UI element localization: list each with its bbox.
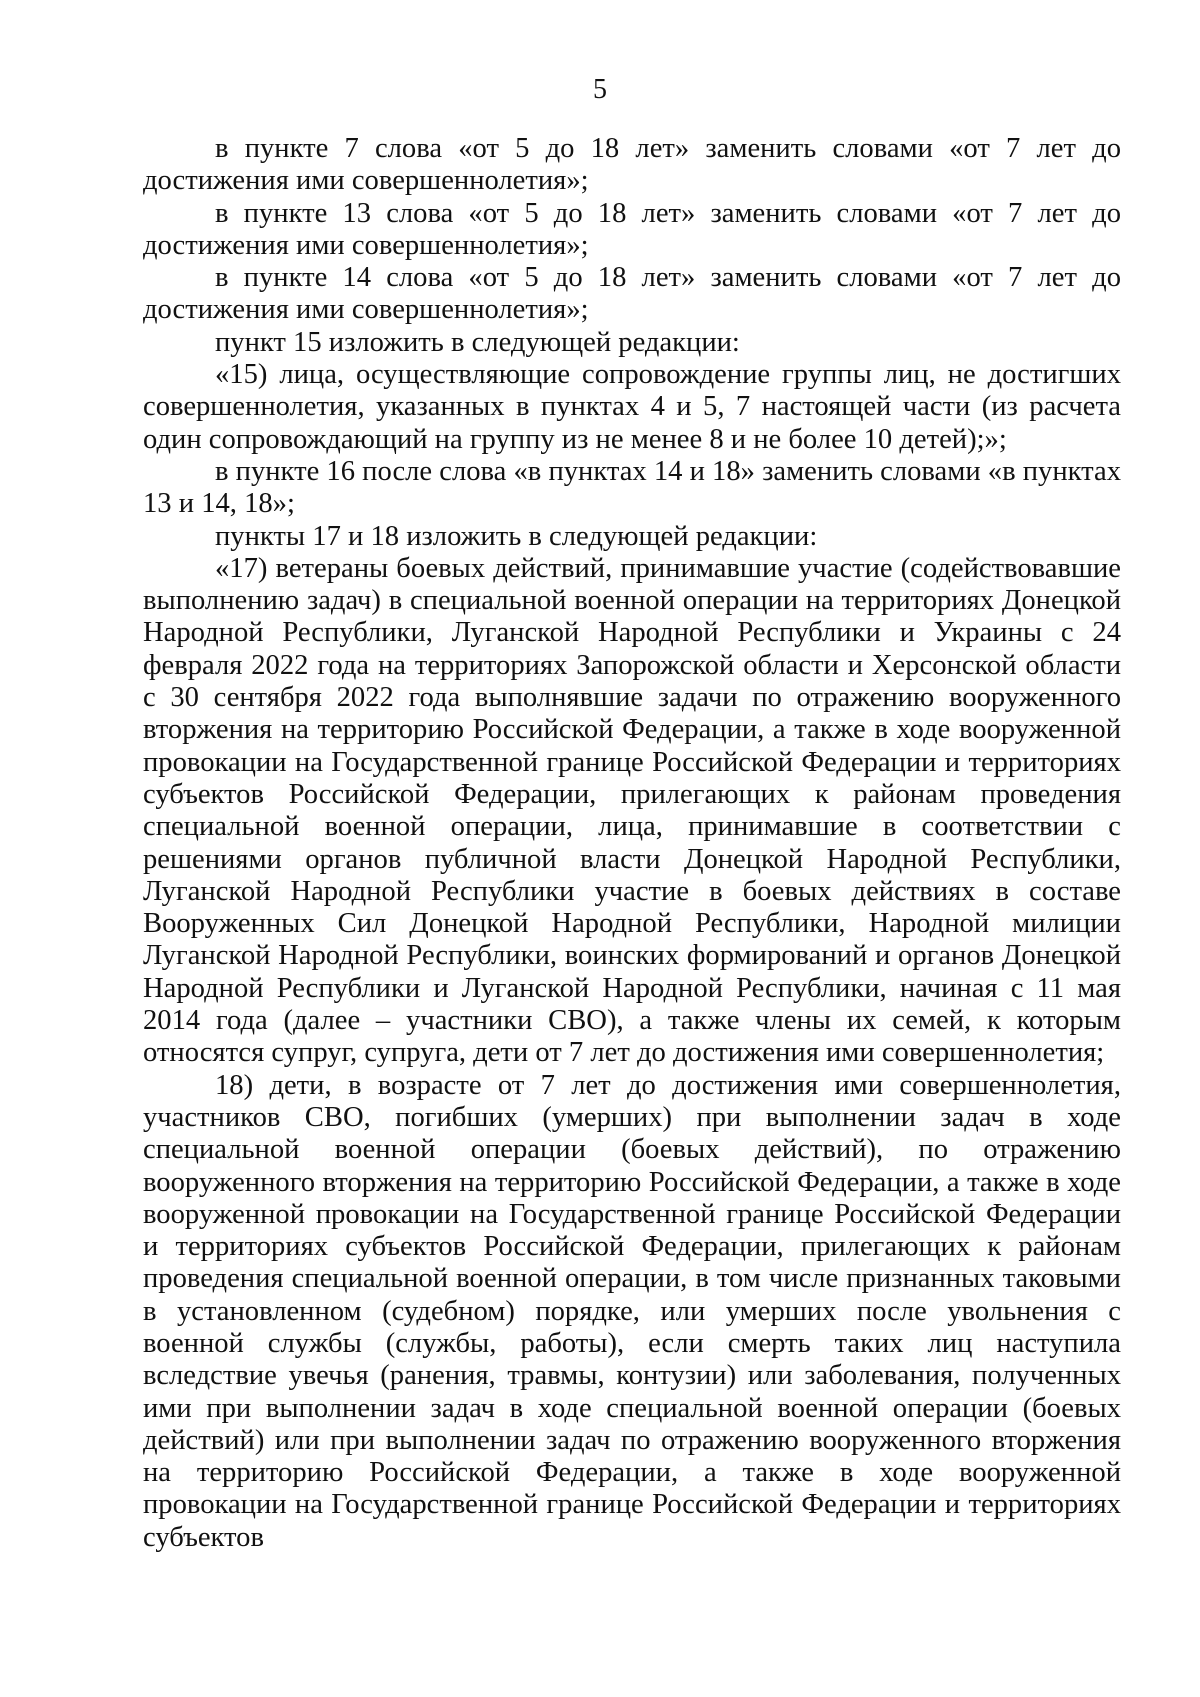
page-number: 5: [593, 74, 607, 105]
paragraph-item-16-change: в пункте 16 после слова «в пунктах 14 и 18» заменить словами «в пунктах 13 и 14, 18»;: [143, 455, 1121, 520]
paragraph-item-15-intro: пункт 15 изложить в следующей редакции:: [215, 326, 740, 358]
paragraph-item-14-age: в пункте 14 слова «от 5 до 18 лет» заменить словами «от 7 лет до достижения ими совершеннолетия»;: [143, 262, 1121, 326]
paragraph-item-13-age: в пункте 13 слова «от 5 до 18 лет» заменить словами «от 7 лет до достижения ими совершеннолетия»;: [143, 197, 1121, 261]
paragraph-item-15-text: «15) лица, осуществляющие сопровождение группы лиц, не достигших совершеннолетия, указанных в пунктах 4 и 5, 7 настоящей части (из расчета один сопровождающий на группу из не менее 8 и не более 10 детей);»;: [143, 359, 1121, 455]
paragraph-item-18-text: 18) дети, в возрасте от 7 лет до достижения ими совершеннолетия, участников СВО, погибших (умерших) при выполнении задач в ходе специальной военной операции (боевых действий), по отражению вооруженного вторжения на территорию Российской Федерации, а также в ходе вооруженной провокации на Государственной границе Российской Федерации и территориях субъектов Российской Федерации, прилегающих к районам проведения специальной военной операции, в том числе признанных таковыми в установленном (судебном) порядке, или умерших после увольнения с военной службы (службы, работы), если смерть таких лиц наступила вследствие увечья (ранения, травмы, контузии) или заболевания, полученных ими при выполнении задач в ходе специальной военной операции (боевых действий) или при выполнении задач по отражению вооруженного вторжения на территорию Российской Федерации, а также в ходе вооруженной провокации на Государственной границе Российской Федерации и территориях субъектов: [143, 1069, 1121, 1553]
paragraph-items-17-18-intro: пункты 17 и 18 изложить в следующей редакции:: [215, 520, 818, 552]
paragraph-item-7-age: в пункте 7 слова «от 5 до 18 лет» заменить словами «от 7 лет до достижения ими совершеннолетия»;: [143, 133, 1121, 197]
paragraph-item-17-text: «17) ветераны боевых действий, принимавшие участие (содействовавшие выполнению задач) в специальной военной операции на территориях Донецкой Народной Республики, Луганской Народной Республики и Украины с 24 февраля 2022 года на территориях Запорожской области и Херсонской области с 30 сентября 2022 года выполнявшие задачи по отражению вооруженного вторжения на территорию Российской Федерации, а также в ходе вооруженной провокации на Государственной границе Российской Федерации и территориях субъектов Российской Федерации, прилегающих к районам проведения специальной военной операции, лица, принимавшие в соответствии с решениями органов публичной власти Донецкой Народной Республики, Луганской Народной Республики участие в боевых действиях в составе Вооруженных Сил Донецкой Народной Республики, Народной милиции Луганской Народной Республики, воинских формирований и органов Донецкой Народной Республики и Луганской Народной Республики, начиная с 11 мая 2014 года (далее – участники СВО), а также члены их семей, к которым относятся супруг, супруга, дети от 7 лет до достижения ими совершеннолетия;: [143, 552, 1121, 1069]
document-body: [143, 133, 1121, 1554]
